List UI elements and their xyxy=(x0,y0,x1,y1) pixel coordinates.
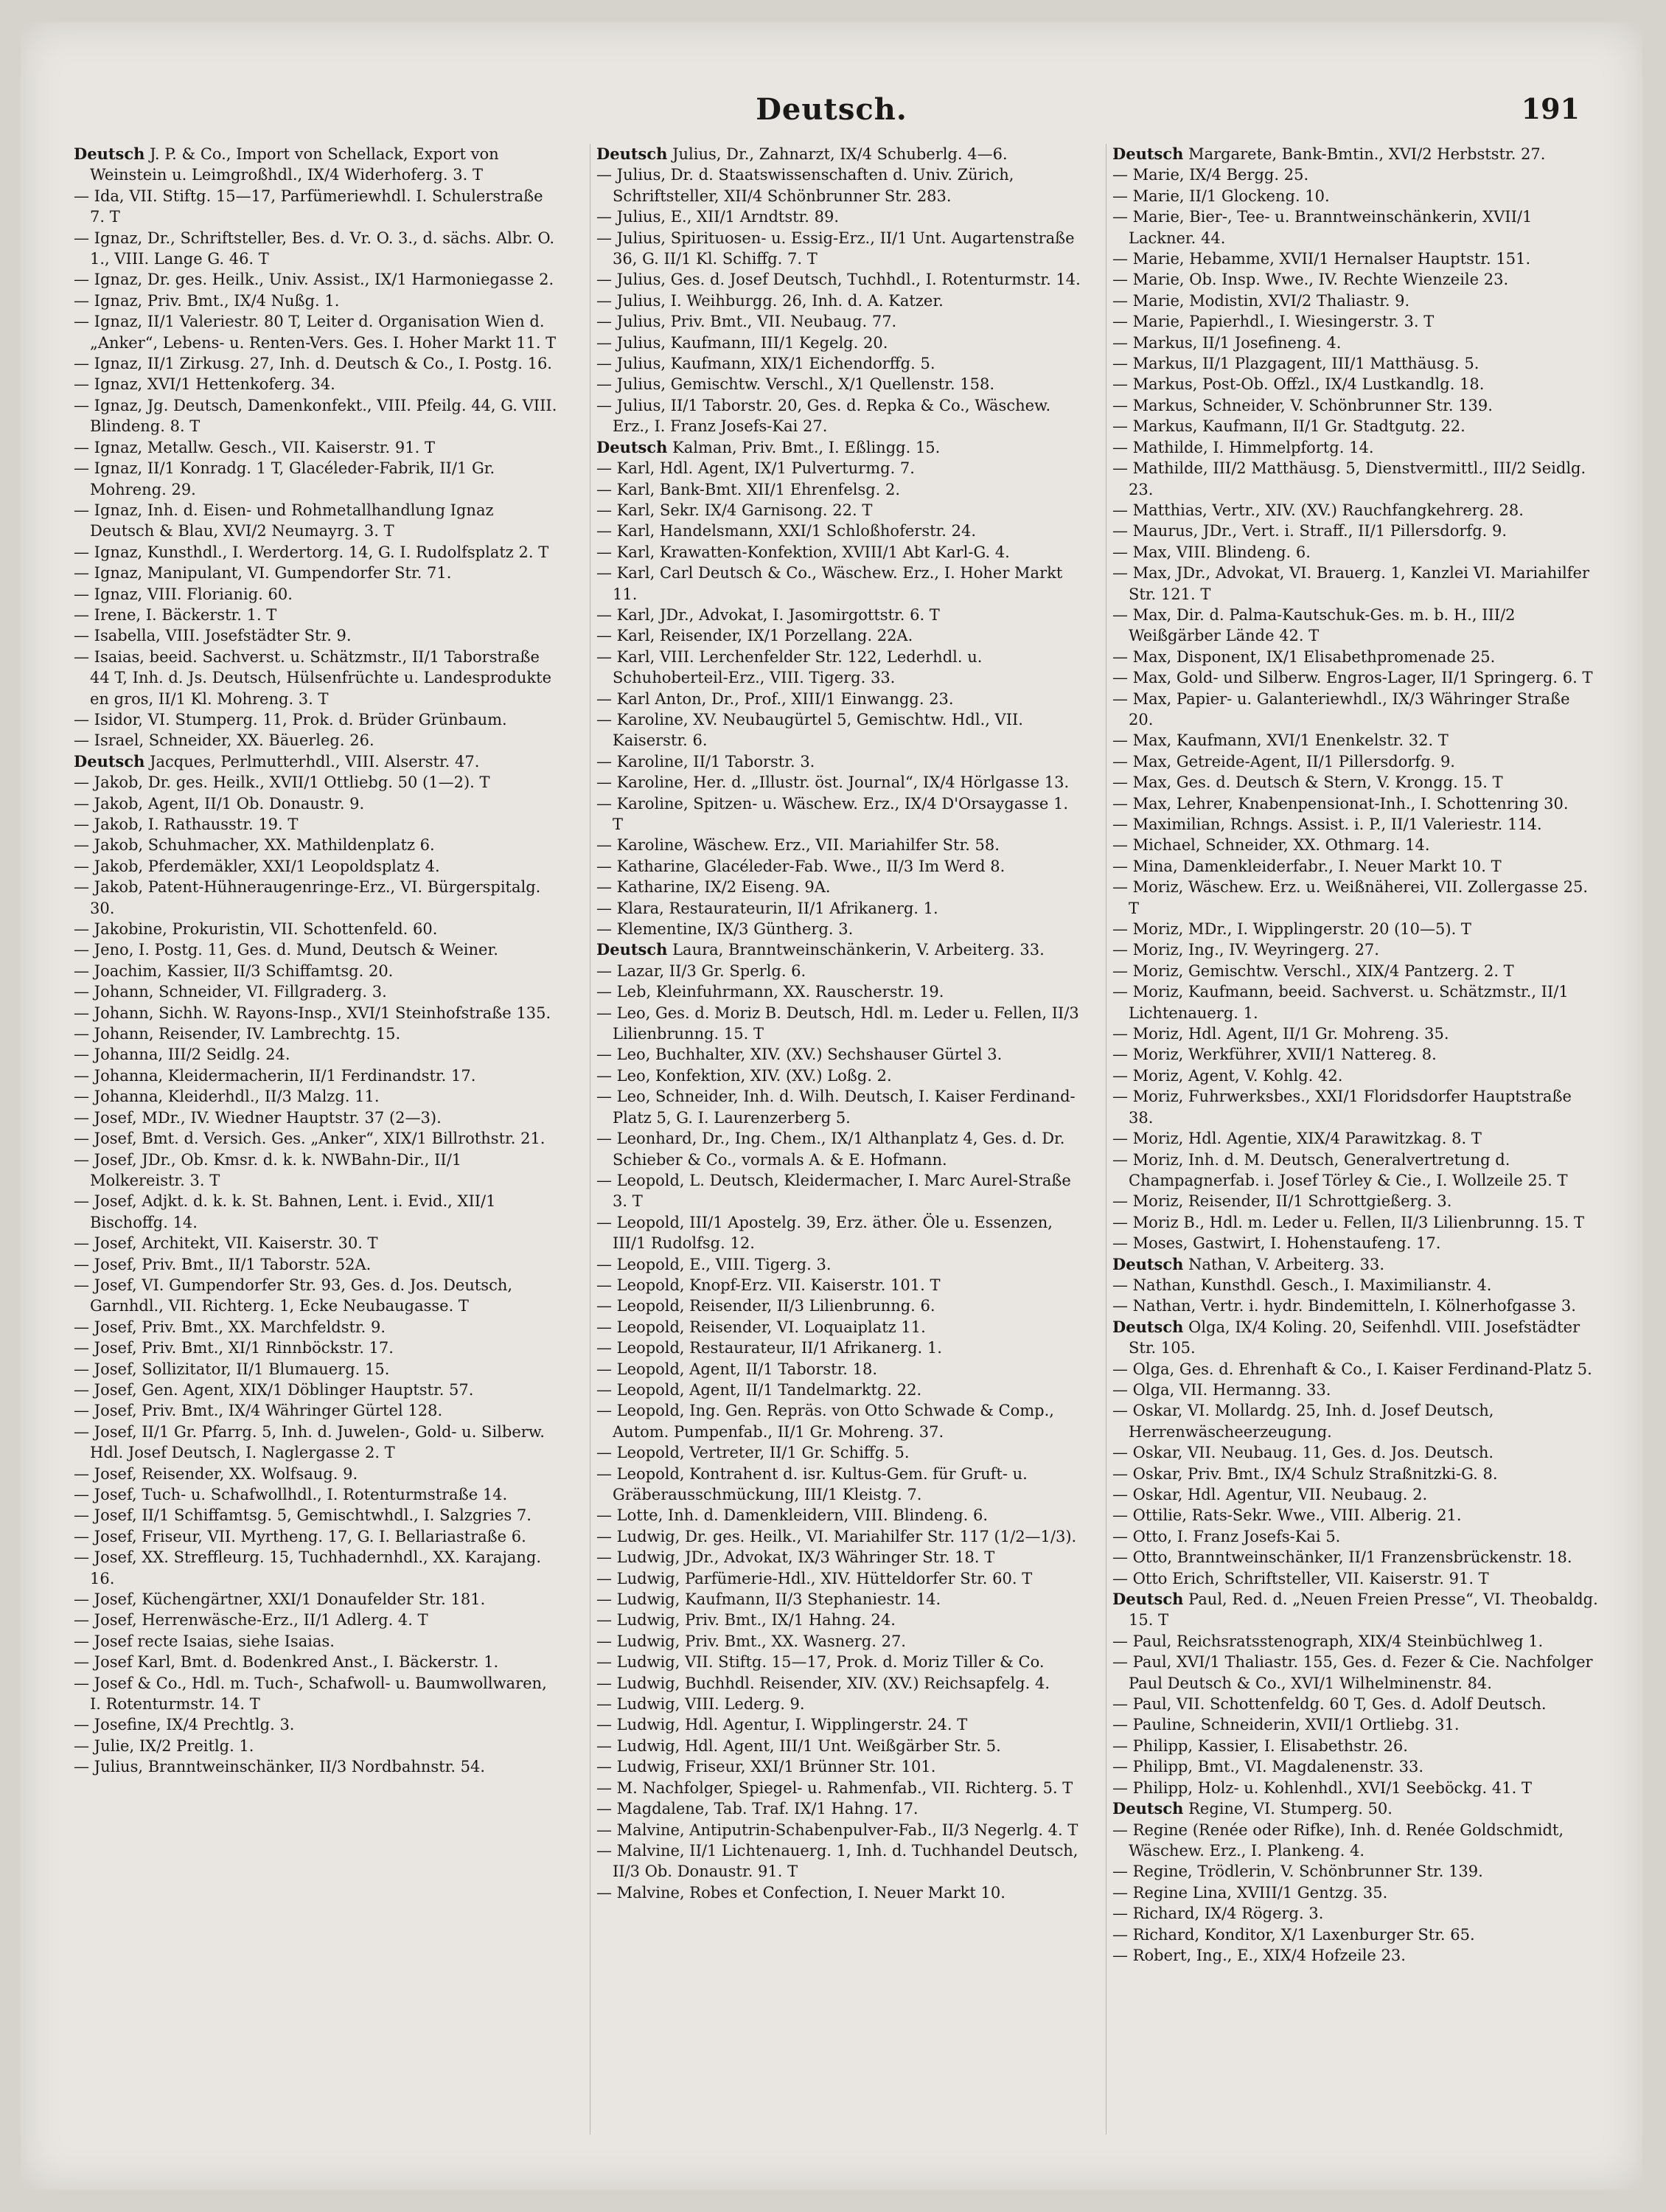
directory-entry: Deutsch Jacques, Perlmutterhdl., VIII. Alserstr. 47. xyxy=(74,751,480,771)
directory-entry: — Magdalene, Tab. Traf. IX/1 Hahng. 17. xyxy=(596,1800,919,1818)
directory-entry: — Mathilde, III/2 Matthäusg. 5, Dienstvermittl., III/2 Seidlg. 23. xyxy=(1112,459,1586,498)
directory-entry: — Joachim, Kassier, II/3 Schiffamtsg. 20. xyxy=(74,961,394,980)
directory-entry: — Julius, Kaufmann, XIX/1 Eichendorffg. 5. xyxy=(596,355,935,373)
directory-entry: — Ludwig, Buchhdl. Reisender, XIV. (XV.) Reichsapfelg. 4. xyxy=(596,1674,1050,1692)
directory-entry: — Josef, Priv. Bmt., IX/4 Währinger Gürtel 128. xyxy=(74,1402,443,1420)
directory-entry: — Ignaz, Metallw. Gesch., VII. Kaiserstr. 91. T xyxy=(74,438,435,456)
directory-entry: — Otto, Branntweinschänker, II/1 Franzensbrückenstr. 18. xyxy=(1112,1548,1572,1567)
directory-entry: — Malvine, II/1 Lichtenauerg. 1, Inh. d. Tuchhandel Deutsch, II/3 Ob. Donaustr. 91. T xyxy=(596,1841,1078,1881)
directory-entry: — Josef, II/1 Gr. Pfarrg. 5, Inh. d. Juwelen-, Gold- u. Silberw. Hdl. Josef Deutsch, I. Naglergasse 2. T xyxy=(74,1422,545,1462)
directory-entry: — Moriz, Kaufmann, beeid. Sachverst. u. Schätzmstr., II/1 Lichtenauerg. 1. xyxy=(1112,983,1569,1022)
directory-entry: — Ludwig, Parfümerie-Hdl., XIV. Hütteldorfer Str. 60. T xyxy=(596,1569,1033,1587)
directory-entry: — Ida, VII. Stiftg. 15—17, Parfümeriewhdl. I. Schulerstraße 7. T xyxy=(74,187,543,226)
directory-entry: — Johanna, III/2 Seidlg. 24. xyxy=(74,1046,290,1064)
directory-entry: — Ignaz, II/1 Zirkusg. 27, Inh. d. Deutsch & Co., I. Postg. 16. xyxy=(74,355,552,373)
directory-entry: — Leo, Schneider, Inh. d. Wilh. Deutsch, I. Kaiser Ferdinand-Platz 5, G. I. Laurenzerberg 5. xyxy=(596,1088,1076,1127)
directory-entry: — Johanna, Kleidermacherin, II/1 Ferdinandstr. 17. xyxy=(74,1066,476,1085)
directory-entry: — Johanna, Kleiderhdl., II/3 Malzg. 11. xyxy=(74,1088,380,1106)
directory-entry: — Josef, VI. Gumpendorfer Str. 93, Ges. d. Jos. Deutsch, Garnhdl., VII. Richterg. 1, Ecke Neubaugasse. T xyxy=(74,1276,513,1315)
directory-entry: — Lazar, II/3 Gr. Sperlg. 6. xyxy=(596,961,806,980)
directory-entry: — Markus, Schneider, V. Schönbrunner Str. 139. xyxy=(1112,396,1493,414)
directory-entry: — Maurus, JDr., Vert. i. Straff., II/1 Pillersdorfg. 9. xyxy=(1112,522,1508,540)
directory-entry: — Josef, Bmt. d. Versich. Ges. „Anker“, XIX/1 Billrothstr. 21. xyxy=(74,1130,546,1148)
directory-page xyxy=(21,22,1642,2190)
directory-entry: — Karl, Handelsmann, XXI/1 Schloßhoferstr. 24. xyxy=(596,522,977,540)
directory-entry: — Moriz, Fuhrwerksbes., XXI/1 Floridsdorfer Hauptstraße 38. xyxy=(1112,1088,1572,1127)
directory-entry: — Jakob, I. Rathausstr. 19. T xyxy=(74,815,299,833)
directory-entry: — Ottilie, Rats-Sekr. Wwe., VIII. Alberig. 21. xyxy=(1112,1506,1462,1525)
directory-entry: — Isabella, VIII. Josefstädter Str. 9. xyxy=(74,627,352,645)
directory-entry: — Josef, XX. Streffleurg. 15, Tuchhadernhdl., XX. Karajang. 16. xyxy=(74,1548,542,1587)
directory-entry: — Julius, Ges. d. Josef Deutsch, Tuchhdl., I. Rotenturmstr. 14. xyxy=(596,271,1081,289)
directory-entry: — Ignaz, Dr. ges. Heilk., Univ. Assist., IX/1 Harmoniegasse 2. xyxy=(74,271,554,289)
directory-column-2 xyxy=(590,144,1083,2135)
directory-entry: — Paul, Reichsratsstenograph, XIX/4 Steinbüchlweg 1. xyxy=(1112,1632,1544,1650)
directory-entry: — Marie, IX/4 Bergg. 25. xyxy=(1112,166,1309,184)
directory-entry: — Leopold, Kontrahent d. isr. Kultus-Gem. für Gruft- u. Gräberausschmückung, III/1 Kleistg. 7. xyxy=(596,1464,1028,1503)
directory-entry: — Klementine, IX/3 Güntherg. 3. xyxy=(596,920,854,939)
directory-entry: — Moriz B., Hdl. m. Leder u. Fellen, II/3 Lilienbrunng. 15. T xyxy=(1112,1213,1584,1231)
directory-entry: — Jakobine, Prokuristin, VII. Schottenfeld. 60. xyxy=(74,920,438,939)
directory-entry: — Ludwig, Priv. Bmt., XX. Wasnerg. 27. xyxy=(596,1632,906,1650)
directory-entry: — Ignaz, Inh. d. Eisen- und Rohmetallhandlung Ignaz Deutsch & Blau, XVI/2 Neumayrg. 3. T xyxy=(74,501,494,540)
directory-entry: — Michael, Schneider, XX. Othmarg. 14. xyxy=(1112,836,1430,855)
directory-entry: — Leopold, Ing. Gen. Repräs. von Otto Schwade & Comp., Autom. Pumpenfab., II/1 Gr. Mohreng. 37. xyxy=(596,1402,1054,1441)
directory-entry: — Max, Getreide-Agent, II/1 Pillersdorfg. 9. xyxy=(1112,752,1455,771)
directory-entry: — Leopold, L. Deutsch, Kleidermacher, I. Marc Aurel-Straße 3. T xyxy=(596,1171,1071,1211)
directory-entry: — Karl, JDr., Advokat, I. Jasomirgottstr. 6. T xyxy=(596,605,940,624)
directory-entry: — Markus, Post-Ob. Offzl., IX/4 Lustkandlg. 18. xyxy=(1112,375,1485,394)
directory-entry: — Leopold, Reisender, VI. Loquaiplatz 11. xyxy=(596,1318,926,1336)
directory-entry: — Olga, VII. Hermanng. 33. xyxy=(1112,1380,1331,1399)
directory-entry: — Julius, E., XII/1 Arndtstr. 89. xyxy=(596,208,840,226)
directory-entry: — Julius, Priv. Bmt., VII. Neubaug. 77. xyxy=(596,313,897,331)
directory-entry: — Pauline, Schneiderin, XVII/1 Ortliebg. 31. xyxy=(1112,1716,1460,1734)
directory-entry: — Karoline, Spitzen- u. Wäschew. Erz., IX/4 D'Orsaygasse 1. T xyxy=(596,794,1069,833)
directory-entry: — Josef, Priv. Bmt., II/1 Taborstr. 52A. xyxy=(74,1255,372,1273)
directory-entry: — Moriz, Hdl. Agent, II/1 Gr. Mohreng. 35. xyxy=(1112,1025,1449,1043)
directory-entry: — Moriz, MDr., I. Wipplingerstr. 20 (10—5). T xyxy=(1112,920,1471,939)
directory-entry: Deutsch Laura, Branntweinschänkerin, V. Arbeiterg. 33. xyxy=(596,940,1045,959)
directory-entry: — Josef, Küchengärtner, XXI/1 Donaufelder Str. 181. xyxy=(74,1590,486,1609)
directory-entry: — Leonhard, Dr., Ing. Chem., IX/1 Althanplatz 4, Ges. d. Dr. Schieber & Co., vormals A. & E. Hofmann. xyxy=(596,1130,1065,1169)
directory-entry: — Richard, Konditor, X/1 Laxenburger Str. 65. xyxy=(1112,1925,1475,1944)
directory-entry: — Philipp, Kassier, I. Elisabethstr. 26. xyxy=(1112,1736,1408,1755)
directory-entry: — Leopold, Restaurateur, II/1 Afrikanerg. 1. xyxy=(596,1339,942,1357)
directory-entry: — Leopold, Vertreter, II/1 Gr. Schiffg. 5. xyxy=(596,1444,910,1462)
directory-entry: — Oskar, VII. Neubaug. 11, Ges. d. Jos. Deutsch. xyxy=(1112,1444,1494,1462)
directory-entry: — Moriz, Ing., IV. Weyringerg. 27. xyxy=(1112,941,1379,959)
directory-entry: — Josef, Adjkt. d. k. k. St. Bahnen, Lent. i. Evid., XII/1 Bischoffg. 14. xyxy=(74,1192,496,1231)
directory-entry: — Malvine, Robes et Confection, I. Neuer Markt 10. xyxy=(596,1883,1005,1902)
directory-entry: — Leopold, Reisender, II/3 Lilienbrunng. 6. xyxy=(596,1297,935,1315)
directory-entry: — Ludwig, Priv. Bmt., IX/1 Hahng. 24. xyxy=(596,1611,896,1630)
directory-entry: — Jakob, Dr. ges. Heilk., XVII/1 Ottliebg. 50 (1—2). T xyxy=(74,773,490,792)
directory-entry: — Julius, I. Weihburgg. 26, Inh. d. A. Katzer. xyxy=(596,291,944,310)
directory-entry: — Moriz, Hdl. Agentie, XIX/4 Parawitzkag. 8. T xyxy=(1112,1130,1482,1148)
directory-entry: — Marie, Modistin, XVI/2 Thaliastr. 9. xyxy=(1112,291,1410,310)
directory-entry: — Moriz, Gemischtw. Verschl., XIX/4 Pantzerg. 2. T xyxy=(1112,961,1514,980)
directory-entry: — Israel, Schneider, XX. Bäuerleg. 26. xyxy=(74,731,374,750)
directory-entry: — Josefine, IX/4 Prechtlg. 3. xyxy=(74,1716,295,1734)
directory-entry: — Oskar, VI. Mollardg. 25, Inh. d. Josef Deutsch, Herrenwäscheerzeugung. xyxy=(1112,1402,1494,1441)
directory-entry: — Ludwig, JDr., Advokat, IX/3 Währinger Str. 18. T xyxy=(596,1548,995,1567)
directory-entry: — Karl, Carl Deutsch & Co., Wäschew. Erz., I. Hoher Markt 11. xyxy=(596,564,1063,603)
directory-entry: — Paul, XVI/1 Thaliastr. 155, Ges. d. Fezer & Cie. Nachfolger Paul Deutsch & Co., XVI/1 Wilhelminenstr. 84. xyxy=(1112,1653,1593,1692)
directory-entry: — Ignaz, Dr., Schriftsteller, Bes. d. Vr. O. 3., d. sächs. Albr. O. 1., VIII. Lange G. 46. T xyxy=(74,229,555,268)
directory-entry: — Isidor, VI. Stumperg. 11, Prok. d. Brüder Grünbaum. xyxy=(74,710,507,728)
directory-entry: — Ignaz, VIII. Florianig. 60. xyxy=(74,585,293,603)
directory-entry: — Philipp, Bmt., VI. Magdalenenstr. 33. xyxy=(1112,1758,1424,1776)
directory-entry: — Julius, Gemischtw. Verschl., X/1 Quellenstr. 158. xyxy=(596,375,995,394)
directory-entry: — Karoline, II/1 Taborstr. 3. xyxy=(596,752,815,771)
directory-entry: — Marie, Bier-, Tee- u. Branntweinschänkerin, XVII/1 Lackner. 44. xyxy=(1112,208,1533,247)
directory-entry: — Marie, Papierhdl., I. Wiesingerstr. 3. T xyxy=(1112,313,1435,331)
directory-entry: — Josef, Friseur, VII. Myrtheng. 17, G. I. Bellariastraße 6. xyxy=(74,1527,526,1545)
directory-entry: — Mina, Damenkleiderfabr., I. Neuer Markt 10. T xyxy=(1112,857,1502,875)
directory-entry: — Moriz, Inh. d. M. Deutsch, Generalvertretung d. Champagnerfab. i. Josef Törley & Cie., I. Wollzeile 25. T xyxy=(1112,1150,1568,1189)
directory-entry: — Max, Gold- und Silberw. Engros-Lager, II/1 Springerg. 6. T xyxy=(1112,669,1593,687)
directory-entry: — Robert, Ing., E., XIX/4 Hofzeile 23. xyxy=(1112,1946,1406,1964)
directory-entry: — Ludwig, Kaufmann, II/3 Stephaniestr. 14. xyxy=(596,1590,941,1609)
directory-entry: — Julius, II/1 Taborstr. 20, Ges. d. Repka & Co., Wäschew. Erz., I. Franz Josefs-Kai 27. xyxy=(596,396,1051,436)
directory-entry: — Max, VIII. Blindeng. 6. xyxy=(1112,543,1311,561)
directory-entry: — Jakob, Schuhmacher, XX. Mathildenplatz 6. xyxy=(74,836,435,855)
directory-entry: — Ludwig, VIII. Lederg. 9. xyxy=(596,1695,805,1714)
directory-entry: — Johann, Schneider, VI. Fillgraderg. 3. xyxy=(74,983,387,1001)
directory-entry: — Josef, Gen. Agent, XIX/1 Döblinger Hauptstr. 57. xyxy=(74,1380,474,1399)
directory-entry: — Ignaz, XVI/1 Hettenkoferg. 34. xyxy=(74,375,335,394)
directory-entry: — Karl, Sekr. IX/4 Garnisong. 22. T xyxy=(596,501,873,519)
directory-entry: — Ignaz, Kunsthdl., I. Werdertorg. 14, G. I. Rudolfsplatz 2. T xyxy=(74,543,549,561)
directory-entry: — Leo, Buchhalter, XIV. (XV.) Sechshauser Gürtel 3. xyxy=(596,1046,1003,1064)
directory-entry: — Irene, I. Bäckerstr. 1. T xyxy=(74,605,277,624)
directory-entry: — Nathan, Kunsthdl. Gesch., I. Maximilianstr. 4. xyxy=(1112,1276,1492,1294)
directory-entry: — Max, Lehrer, Knabenpensionat-Inh., I. Schottenring 30. xyxy=(1112,794,1569,813)
directory-entry: — Ludwig, Friseur, XXI/1 Brünner Str. 101. xyxy=(596,1758,936,1776)
directory-entry: — Julius, Kaufmann, III/1 Kegelg. 20. xyxy=(596,333,888,352)
directory-entry: — Regine (Renée oder Rifke), Inh. d. Renée Goldschmidt, Wäschew. Erz., I. Plankeng. 4. xyxy=(1112,1820,1564,1860)
directory-entry: Deutsch Olga, IX/4 Koling. 20, Seifenhdl. VIII. Josefstädter Str. 105. xyxy=(1112,1317,1580,1357)
directory-entry: — Ignaz, Jg. Deutsch, Damenkonfekt., VIII. Pfeilg. 44, G. VIII. Blindeng. 8. T xyxy=(74,396,557,436)
directory-entry: — Leopold, III/1 Apostelg. 39, Erz. äther. Öle u. Essenzen, III/1 Rudolfsg. 12. xyxy=(596,1213,1053,1253)
directory-entry: — Leo, Konfektion, XIV. (XV.) Loßg. 2. xyxy=(596,1066,892,1085)
directory-entry: — Josef, Sollizitator, II/1 Blumauerg. 15. xyxy=(74,1360,390,1378)
directory-entry: — Josef, MDr., IV. Wiedner Hauptstr. 37 (2—3). xyxy=(74,1108,442,1127)
directory-entry: — Klara, Restaurateurin, II/1 Afrikanerg. 1. xyxy=(596,899,938,917)
directory-entry: — Ignaz, II/1 Konradg. 1 T, Glacéleder-Fabrik, II/1 Gr. Mohreng. 29. xyxy=(74,459,495,498)
directory-entry: — Johann, Reisender, IV. Lambrechtg. 15. xyxy=(74,1025,401,1043)
directory-entry: Deutsch Kalman, Priv. Bmt., I. Eßlingg. 15. xyxy=(596,437,941,456)
directory-entry: — Markus, Kaufmann, II/1 Gr. Stadtgutg. 22. xyxy=(1112,417,1465,436)
directory-entry: — Mathilde, I. Himmelpfortg. 14. xyxy=(1112,438,1374,456)
directory-entry: Deutsch Paul, Red. d. „Neuen Freien Presse“, VI. Theobaldg. 15. T xyxy=(1112,1590,1598,1630)
directory-entry: — Leo, Ges. d. Moriz B. Deutsch, Hdl. m. Leder u. Fellen, II/3 Lilienbrunng. 15. T xyxy=(596,1004,1079,1043)
directory-entry: — Marie, Ob. Insp. Wwe., IV. Rechte Wienzeile 23. xyxy=(1112,271,1509,289)
directory-entry: — Ludwig, Dr. ges. Heilk., VI. Mariahilfer Str. 117 (1/2—1/3). xyxy=(596,1527,1077,1545)
directory-entry: — Regine Lina, XVIII/1 Gentzg. 35. xyxy=(1112,1883,1388,1902)
directory-entry: — Marie, II/1 Glockeng. 10. xyxy=(1112,187,1330,205)
directory-entry: — Max, JDr., Advokat, VI. Brauerg. 1, Kanzlei VI. Mariahilfer Str. 121. T xyxy=(1112,564,1589,603)
directory-entry: — Jakob, Agent, II/1 Ob. Donaustr. 9. xyxy=(74,794,365,813)
directory-entry: — Otto Erich, Schriftsteller, VII. Kaiserstr. 91. T xyxy=(1112,1569,1489,1587)
directory-entry: — Josef, II/1 Schiffamtsg. 5, Gemischtwhdl., I. Salzgries 7. xyxy=(74,1506,531,1525)
directory-entry: Deutsch J. P. & Co., Import von Schellack, Export von Weinstein u. Leimgroßhdl., IX/4 Widerhoferg. 3. T xyxy=(74,145,499,184)
directory-entry: — Julie, IX/2 Preitlg. 1. xyxy=(74,1736,254,1755)
directory-entry: Deutsch Regine, VI. Stumperg. 50. xyxy=(1112,1799,1393,1818)
directory-entry: Deutsch Nathan, V. Arbeiterg. 33. xyxy=(1112,1254,1385,1273)
directory-entry: — Ludwig, Hdl. Agentur, I. Wipplingerstr. 24. T xyxy=(596,1716,968,1734)
directory-entry: — Moriz, Wäschew. Erz. u. Weißnäherei, VII. Zollergasse 25. T xyxy=(1112,878,1589,917)
directory-entry: — Marie, Hebamme, XVII/1 Hernalser Hauptstr. 151. xyxy=(1112,250,1531,268)
directory-entry: — Julius, Dr. d. Staatswissenschaften d. Univ. Zürich, Schriftsteller, XII/4 Schönbrunner Str. 283. xyxy=(596,166,1014,205)
directory-entry: — Ignaz, Priv. Bmt., IX/4 Nußg. 1. xyxy=(74,291,340,310)
directory-entry: — Katharine, Glacéleder-Fab. Wwe., II/3 Im Werd 8. xyxy=(596,857,1005,875)
directory-entry: — Karl Anton, Dr., Prof., XIII/1 Einwangg. 23. xyxy=(596,689,954,708)
directory-entry: — Leopold, Agent, II/1 Taborstr. 18. xyxy=(596,1360,878,1378)
directory-entry: — Max, Dir. d. Palma-Kautschuk-Ges. m. b. H., III/2 Weißgärber Lände 42. T xyxy=(1112,605,1516,645)
directory-entry: — Leb, Kleinfuhrmann, XX. Rauscherstr. 19. xyxy=(596,983,944,1001)
directory-entry: Deutsch Julius, Dr., Zahnarzt, IX/4 Schuberlg. 4—6. xyxy=(596,145,1008,163)
directory-entry: — Karl, Krawatten-Konfektion, XVIII/1 Abt Karl-G. 4. xyxy=(596,543,1010,561)
directory-entry: — Isaias, beeid. Sachverst. u. Schätzmstr., II/1 Taborstraße 44 T, Inh. d. Js. Deutsch, Hülsenfrüchte u. Landesprodukte en gros, II/1 Kl. Mohreng. 3. T xyxy=(74,647,551,708)
directory-entry: — Jakob, Pferdemäkler, XXI/1 Leopoldsplatz 4. xyxy=(74,857,440,875)
directory-entry: — Philipp, Holz- u. Kohlenhdl., XVI/1 Seeböckg. 41. T xyxy=(1112,1778,1532,1797)
directory-entry: — Otto, I. Franz Josefs-Kai 5. xyxy=(1112,1527,1341,1545)
directory-entry: — Leopold, Knopf-Erz. VII. Kaiserstr. 101. T xyxy=(596,1276,941,1294)
directory-entry: — Max, Ges. d. Deutsch & Stern, V. Krongg. 15. T xyxy=(1112,773,1503,792)
directory-entry: — Josef, JDr., Ob. Kmsr. d. k. k. NWBahn-Dir., II/1 Molkereistr. 3. T xyxy=(74,1150,462,1189)
directory-entry: — Nathan, Vertr. i. hydr. Bindemitteln, I. Kölnerhofgasse 3. xyxy=(1112,1297,1576,1315)
directory-entry: — Matthias, Vertr., XIV. (XV.) Rauchfangkehrerg. 28. xyxy=(1112,501,1524,519)
directory-entry: — Josef Karl, Bmt. d. Bodenkred Anst., I. Bäckerstr. 1. xyxy=(74,1653,499,1672)
directory-entry: — Karl, Hdl. Agent, IX/1 Pulverturmg. 7. xyxy=(596,459,915,478)
page-number: 191 xyxy=(1521,92,1580,125)
running-head: Deutsch. xyxy=(756,92,907,127)
directory-entry: — Katharine, IX/2 Eiseng. 9A. xyxy=(596,878,831,897)
directory-entry: — Julius, Spirituosen- u. Essig-Erz., II/1 Unt. Augartenstraße 36, G. II/1 Kl. Schiffg. 7. T xyxy=(596,229,1075,268)
directory-entry: — Julius, Branntweinschänker, II/3 Nordbahnstr. 54. xyxy=(74,1758,486,1776)
directory-column-1 xyxy=(74,144,560,2135)
directory-entry: — Ludwig, Hdl. Agent, III/1 Unt. Weißgärber Str. 5. xyxy=(596,1736,1001,1755)
directory-entry: — Josef, Tuch- u. Schafwollhdl., I. Rotenturmstraße 14. xyxy=(74,1486,508,1503)
directory-entry: — Malvine, Antiputrin-Schabenpulver-Fab., II/3 Negerlg. 4. T xyxy=(596,1820,1078,1839)
directory-entry: — Ignaz, Manipulant, VI. Gumpendorfer Str. 71. xyxy=(74,564,452,582)
directory-entry: — Markus, II/1 Josefineng. 4. xyxy=(1112,333,1342,352)
directory-entry: — Olga, Ges. d. Ehrenhaft & Co., I. Kaiser Ferdinand-Platz 5. xyxy=(1112,1360,1592,1378)
directory-entry: — Moses, Gastwirt, I. Hohenstaufeng. 17. xyxy=(1112,1234,1441,1253)
directory-entry: — Ludwig, VII. Stiftg. 15—17, Prok. d. Moriz Tiller & Co. xyxy=(596,1653,1045,1672)
directory-entry: — Josef, Architekt, VII. Kaiserstr. 30. T xyxy=(74,1234,378,1253)
directory-entry: — Richard, IX/4 Rögerg. 3. xyxy=(1112,1905,1324,1923)
directory-entry: — Karoline, Wäschew. Erz., VII. Mariahilfer Str. 58. xyxy=(596,836,1000,855)
directory-entry: — Karoline, XV. Neubaugürtel 5, Gemischtw. Hdl., VII. Kaiserstr. 6. xyxy=(596,710,1023,750)
directory-columns xyxy=(74,144,1607,2135)
directory-entry: — Moriz, Reisender, II/1 Schrottgießerg. 3. xyxy=(1112,1192,1452,1211)
directory-entry: — Josef, Herrenwäsche-Erz., II/1 Adlerg. 4. T xyxy=(74,1611,428,1630)
directory-entry: — Max, Kaufmann, XVI/1 Enenkelstr. 32. T xyxy=(1112,731,1449,750)
directory-entry: — Karl, Bank-Bmt. XII/1 Ehrenfelsg. 2. xyxy=(596,480,901,498)
directory-entry: — Josef & Co., Hdl. m. Tuch-, Schafwoll- u. Baumwollwaren, I. Rotenturmstr. 14. T xyxy=(74,1674,547,1714)
directory-entry: — Josef, Priv. Bmt., XI/1 Rinnböckstr. 17. xyxy=(74,1339,394,1357)
directory-entry: — Josef recte Isaias, siehe Isaias. xyxy=(74,1632,335,1650)
directory-entry: — Karoline, Her. d. „Illustr. öst. Journal“, IX/4 Hörlgasse 13. xyxy=(596,773,1070,792)
directory-entry: — Karl, Reisender, IX/1 Porzellang. 22A. xyxy=(596,627,913,645)
directory-entry: — Lotte, Inh. d. Damenkleidern, VIII. Blindeng. 6. xyxy=(596,1506,989,1525)
directory-entry: — Regine, Trödlerin, V. Schönbrunner Str. 139. xyxy=(1112,1863,1483,1881)
directory-entry: — Josef, Priv. Bmt., XX. Marchfeldstr. 9. xyxy=(74,1318,386,1336)
directory-entry: — Max, Papier- u. Galanteriewhdl., IX/3 Währinger Straße 20. xyxy=(1112,689,1570,728)
directory-entry: — Markus, II/1 Plazgagent, III/1 Matthäusg. 5. xyxy=(1112,355,1479,373)
directory-entry: — Karl, VIII. Lerchenfelder Str. 122, Lederhdl. u. Schuhoberteil-Erz., VIII. Tigerg. 33. xyxy=(596,647,983,687)
directory-entry: — Jakob, Patent-Hühneraugenringe-Erz., VI. Bürgerspitalg. 30. xyxy=(74,878,541,917)
directory-entry: — Josef, Reisender, XX. Wolfsaug. 9. xyxy=(74,1464,358,1483)
directory-entry: — Oskar, Priv. Bmt., IX/4 Schulz Straßnitzki-G. 8. xyxy=(1112,1464,1498,1483)
directory-entry: — Leopold, E., VIII. Tigerg. 3. xyxy=(596,1255,832,1273)
directory-entry: — Oskar, Hdl. Agentur, VII. Neubaug. 2. xyxy=(1112,1486,1428,1503)
directory-entry: — Leopold, Agent, II/1 Tandelmarktg. 22. xyxy=(596,1380,922,1399)
directory-entry: — M. Nachfolger, Spiegel- u. Rahmenfab., VII. Richterg. 5. T xyxy=(596,1778,1073,1797)
directory-entry: — Jeno, I. Postg. 11, Ges. d. Mund, Deutsch & Weiner. xyxy=(74,941,498,959)
page-header xyxy=(21,92,1642,136)
directory-entry: — Moriz, Agent, V. Kohlg. 42. xyxy=(1112,1066,1343,1085)
directory-entry: — Johann, Sichh. W. Rayons-Insp., XVI/1 Steinhofstraße 135. xyxy=(74,1004,551,1022)
directory-entry: — Ignaz, II/1 Valeriestr. 80 T, Leiter d. Organisation Wien d. „Anker“, Lebens- u. Renten-Vers. Ges. I. Hoher Markt 11. T xyxy=(74,313,557,352)
directory-entry: — Max, Disponent, IX/1 Elisabethpromenade 25. xyxy=(1112,647,1496,666)
directory-entry: Deutsch Margarete, Bank-Bmtin., XVI/2 Herbststr. 27. xyxy=(1112,145,1546,163)
directory-entry: — Maximilian, Rchngs. Assist. i. P., II/1 Valeriestr. 114. xyxy=(1112,815,1542,833)
directory-entry: — Moriz, Werkführer, XVII/1 Nattereg. 8. xyxy=(1112,1046,1437,1064)
directory-entry: — Paul, VII. Schottenfeldg. 60 T, Ges. d. Adolf Deutsch. xyxy=(1112,1695,1547,1714)
directory-column-3 xyxy=(1106,144,1599,2135)
